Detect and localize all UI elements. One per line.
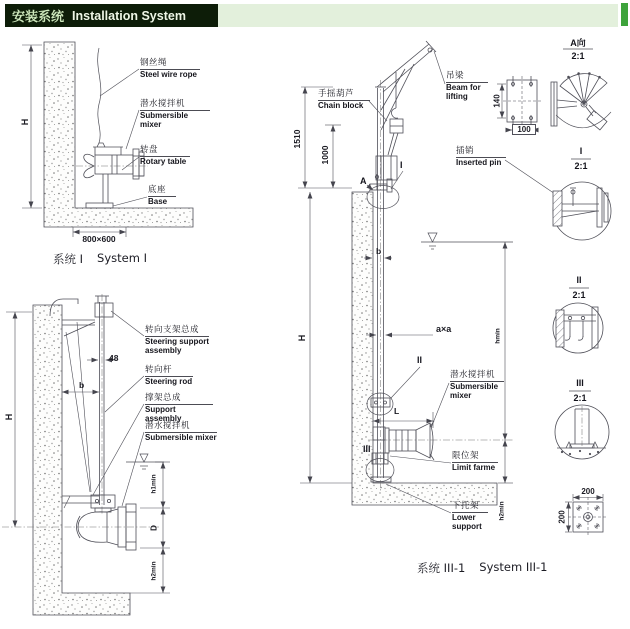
label-en: Beam for lifting (446, 83, 481, 102)
label-zh: 手摇葫芦 (318, 89, 370, 101)
system2-leaders (93, 311, 144, 506)
system3-dim-axa: a×a (436, 324, 452, 334)
detail-i-title: I (579, 146, 583, 156)
label-en: Submersible mixer (145, 433, 217, 443)
label-zh: 撑架总成 (145, 393, 213, 405)
system3-leaders (369, 51, 451, 513)
label-en: Steering support assembly (145, 337, 210, 356)
detail-iii-circle (555, 405, 609, 459)
mid-bracket (367, 393, 393, 415)
label-zh: 底座 (148, 185, 176, 197)
page-title-zh: 安装系统 (12, 10, 65, 25)
detail-i-circle (553, 182, 611, 240)
label-en: Support assembly (145, 405, 182, 424)
label-steering-support (145, 325, 209, 356)
system3-right-dimensions (498, 242, 513, 483)
label-chain-block (318, 89, 370, 111)
label-lower-support (452, 501, 488, 532)
label-zh: 插销 (456, 146, 506, 158)
label-limit-frame (452, 451, 498, 473)
label-zh: 限位架 (452, 451, 498, 463)
system2-dim-h: H (4, 413, 14, 421)
a-view-fan (551, 73, 611, 130)
caption-en: System III-1 (479, 560, 548, 574)
label-en: Rotary table (140, 157, 187, 167)
water-level-symbol-3 (421, 233, 513, 249)
label-beam-for-lifting (446, 71, 488, 102)
marker-i: I (400, 160, 403, 170)
system3-dim-h2min: h2min (498, 501, 506, 521)
system2-dim-h2min: h2min (150, 561, 158, 581)
detail-ii-circle (553, 303, 603, 353)
marker-ii: II (417, 355, 423, 365)
label-en: Submersible mixer (140, 111, 189, 130)
label-en: Submersible mixer (450, 382, 499, 401)
system2-dim-b: b (79, 380, 85, 390)
caption-zh: 系统 I (53, 252, 84, 266)
detail-iii-title: III (576, 378, 584, 388)
label-en: Base (148, 197, 168, 207)
label-zh: 吊梁 (446, 71, 488, 83)
detail-ii-title: II (576, 275, 582, 285)
marker-iii: III (363, 444, 371, 454)
detail-a-title: A向 (570, 38, 586, 48)
base-plate-200 (565, 494, 608, 537)
system3-dim-l: L (394, 406, 400, 416)
system1-dim-h: H (20, 118, 30, 126)
system2-dim-h1min: h1min (150, 474, 158, 494)
label-en: Chain block (318, 101, 364, 111)
caption-en: System I (97, 251, 147, 265)
label-support-assembly (145, 393, 213, 424)
system3-artwork (298, 41, 513, 513)
label-submersible-mixer-3 (450, 370, 504, 401)
label-inserted-pin (456, 146, 506, 168)
caption-zh: 系统 III-1 (417, 561, 466, 575)
detail-a-dim-140: 140 (492, 94, 502, 108)
label-steering-rod (145, 365, 193, 387)
system3-h-dimension (300, 192, 352, 483)
label-en: Inserted pin (456, 158, 502, 168)
label-zh: 转盘 (140, 145, 190, 157)
label-submersible-mixer-1 (140, 99, 210, 130)
label-rotary-table (140, 145, 190, 167)
label-zh: 潜水搅拌机 (140, 99, 210, 111)
detail-i-scale: 2:1 (574, 161, 588, 171)
detail-ii-scale: 2:1 (572, 290, 586, 300)
plate-dim-200-left: 200 (557, 510, 567, 524)
system1-h-dimension (22, 45, 42, 208)
system2-dim-48: 48 (109, 353, 119, 363)
system1-caption (53, 251, 147, 267)
system1-mixer (84, 143, 144, 208)
detail-iii-scale: 2:1 (573, 393, 587, 403)
label-en: Lower support (452, 513, 482, 532)
marker-a: A (360, 176, 367, 186)
label-submersible-mixer-2 (145, 421, 217, 443)
detail-a-scale: 2:1 (571, 51, 585, 61)
system3-dim-b: b (376, 246, 382, 256)
lifting-beam (375, 41, 436, 130)
label-en: Limit farme (452, 463, 496, 473)
label-zh: 潜水搅拌机 (450, 370, 504, 382)
system3-mixer (373, 421, 434, 460)
label-en: Steering rod (145, 377, 193, 387)
label-zh: 下托架 (452, 501, 488, 513)
system3-dim-hmin: hmin (494, 328, 502, 344)
system3-dim-1000: 1000 (320, 145, 330, 165)
detail-a-dim-100: 100 (512, 124, 536, 135)
plate-dim-200-top: 200 (581, 487, 595, 496)
system1-dim-base: 800×600 (82, 234, 116, 244)
lower-guide-bracket (62, 496, 99, 508)
system2-dim-d: D (149, 525, 159, 531)
system3-dim-1510: 1510 (292, 129, 302, 149)
system3-dim-h: H (297, 334, 307, 342)
label-base (148, 185, 176, 207)
label-en: Steel wire rope (140, 70, 197, 80)
label-zh: 潜水搅拌机 (145, 421, 217, 433)
label-steel-wire-rope (140, 58, 200, 80)
water-level-symbol (126, 454, 164, 469)
label-zh: 钢丝绳 (140, 58, 200, 70)
label-zh: 转向支架总成 (145, 325, 209, 337)
chain-block-assembly (376, 72, 403, 180)
system3-caption (417, 560, 547, 576)
page-title-en: Installation System (72, 8, 186, 23)
label-zh: 转向杆 (145, 365, 193, 377)
system1-leaders (100, 69, 147, 206)
